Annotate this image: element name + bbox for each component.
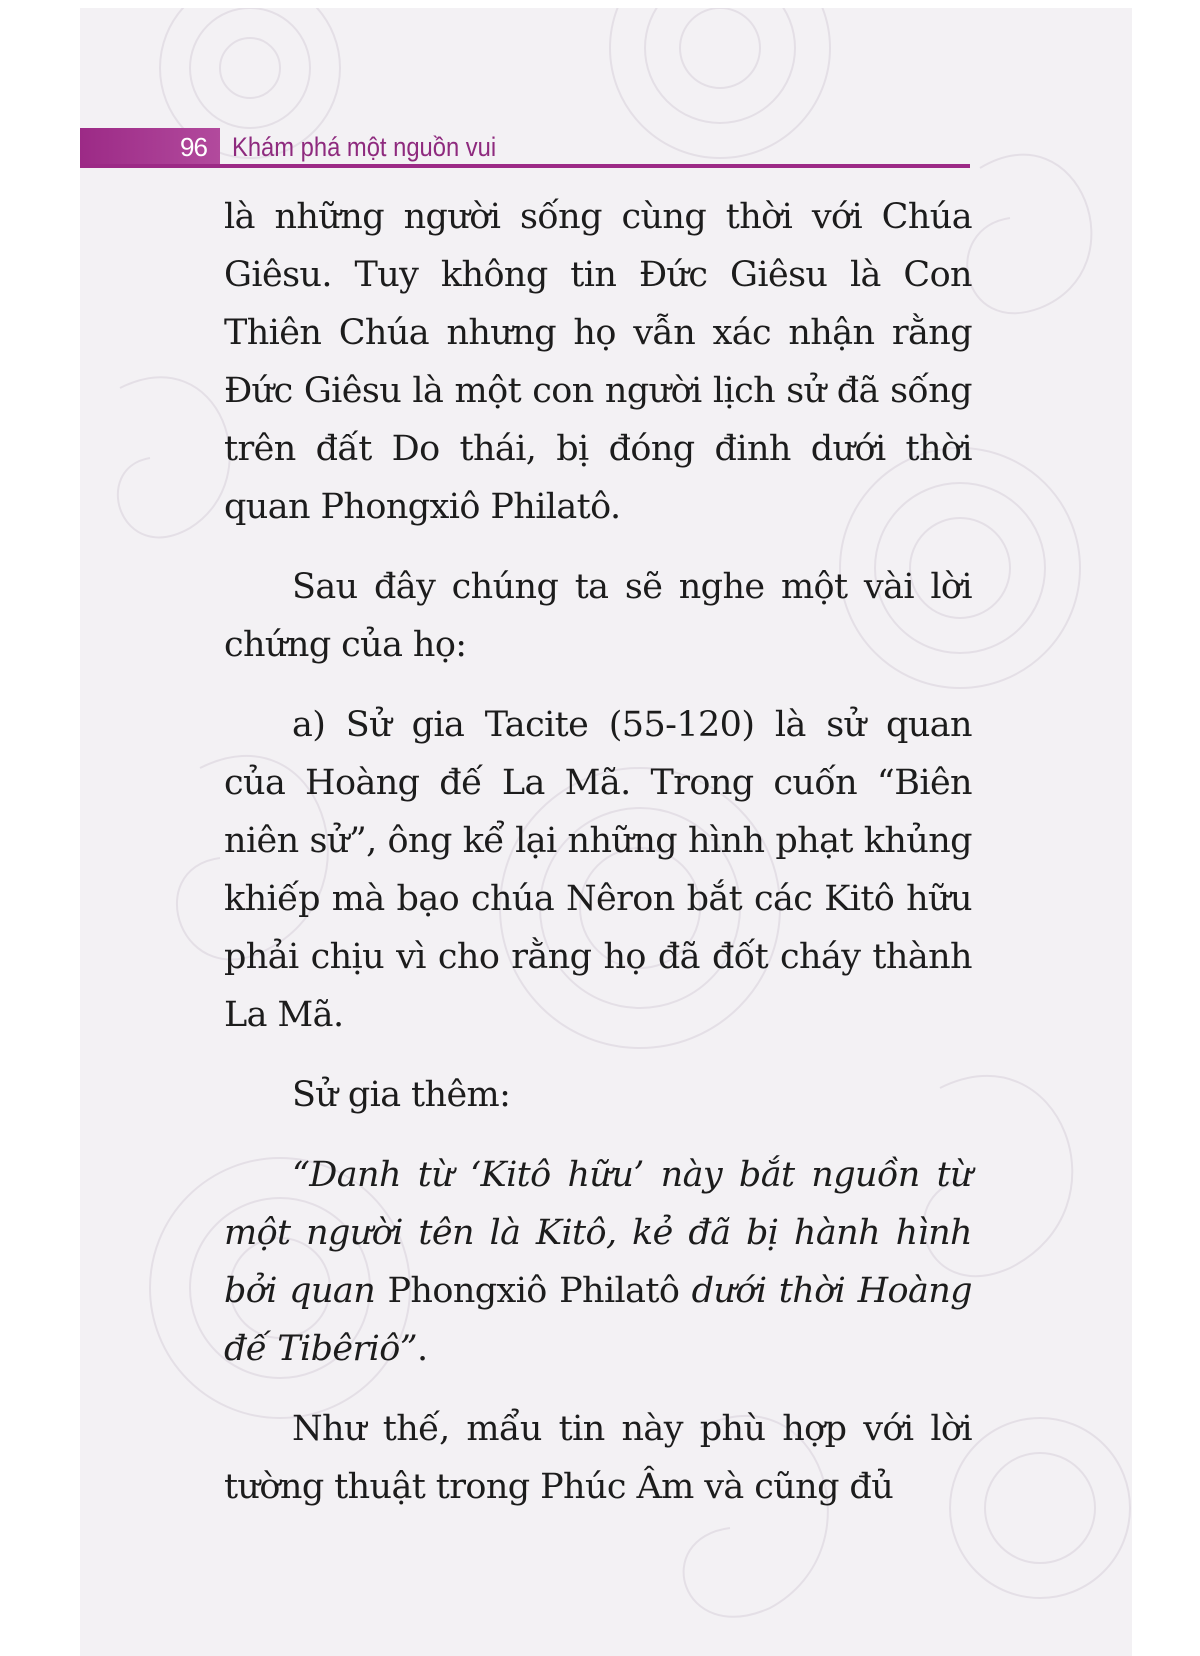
quote-paragraph: [224, 1146, 972, 1378]
quote-roman-part: Phongxiô Philatô: [375, 1271, 692, 1311]
running-header: [80, 124, 970, 168]
paragraph-6: Như thế, mẩu tin này phù hợp với lời tường thuật trong Phúc Âm và cũng đủ: [224, 1409, 972, 1507]
body-text: [224, 188, 972, 1538]
page-number: 96: [180, 132, 207, 162]
paragraph-1: là những người sống cùng thời với Chúa Giêsu. Tuy không tin Đức Giêsu là Con Thiên Chúa nhưng họ vẫn xác nhận rằng Đức Giêsu là một con người lịch sử đã sống trên đất Do thái, bị đóng đinh dưới thời quan Phongxiô Philatô.: [224, 197, 972, 527]
paragraph-4: Sử gia thêm:: [292, 1075, 511, 1115]
running-title: Khám phá một nguồn vui: [232, 132, 497, 162]
quote-italic-part-1: “Danh từ ‘Kitô hữu’ này bắt nguồn từ một người tên là Kitô, kẻ đã bị hành hình bởi quan: [224, 1155, 972, 1311]
paragraph-3: a) Sử gia Tacite (55-120) là sử quan của Hoàng đế La Mã. Trong cuốn “Biên niên sử”, ông kể lại những hình phạt khủng khiếp mà bạo chúa Nêron bắt các Kitô hữu phải chịu vì cho rằng họ đã đốt cháy thành La Mã.: [224, 705, 972, 1035]
book-page: [80, 8, 1132, 1656]
header-rule: [80, 164, 970, 168]
quote-end-period: .: [417, 1329, 428, 1369]
paragraph-2: Sau đây chúng ta sẽ nghe một vài lời chứng của họ:: [224, 567, 972, 665]
quote-italic-part-2: dưới thời Hoàng đế Tibêriô”: [224, 1271, 972, 1369]
